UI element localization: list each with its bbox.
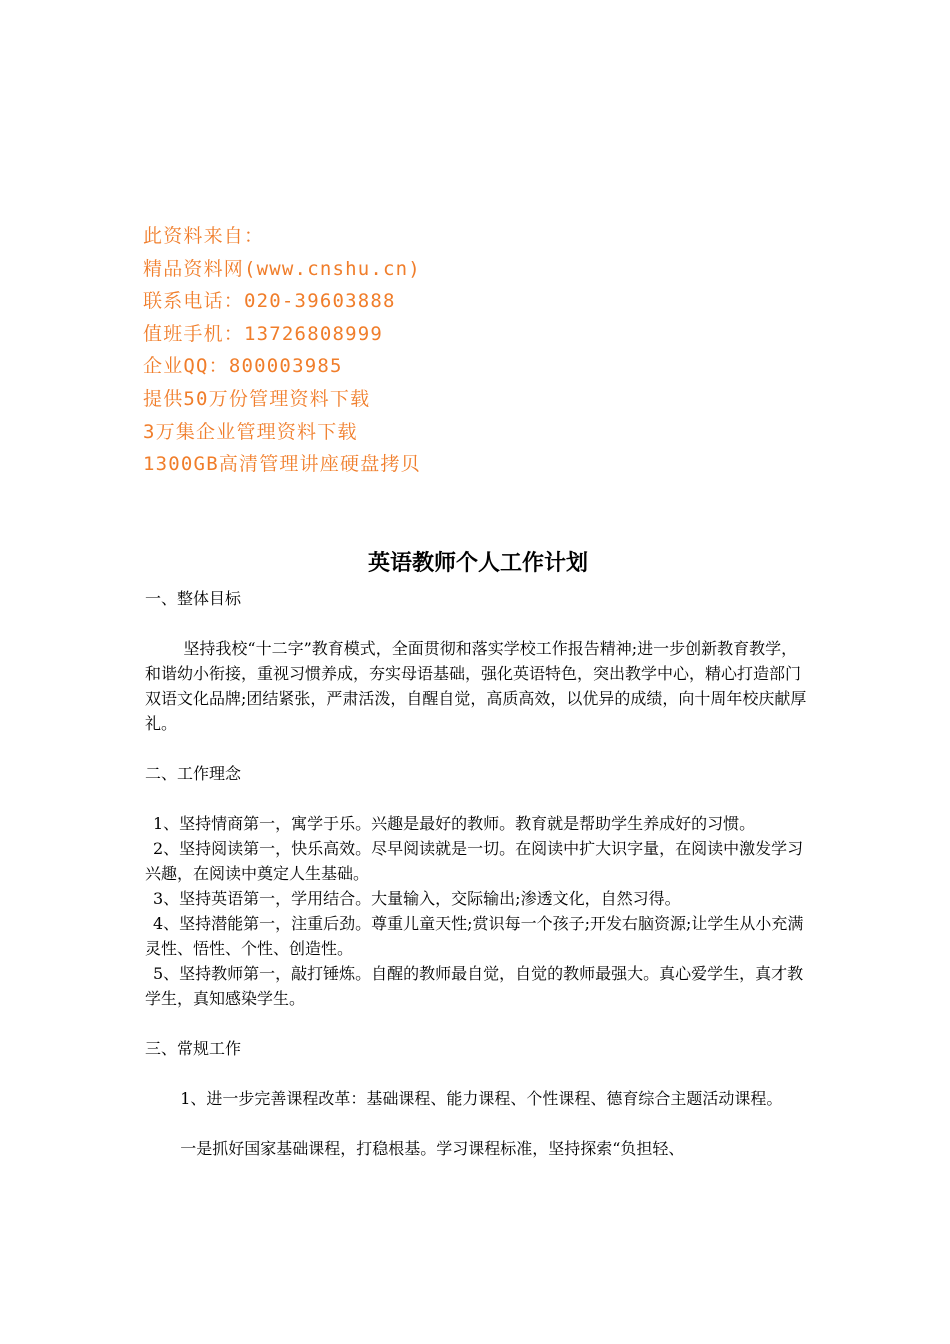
- philosophy-item: 4、坚持潜能第一，注重后劲。尊重儿童天性;赏识每一个孩子;开发右脑资源;让学生从小充满灵性、悟性、个性、创造性。: [145, 914, 804, 958]
- document-title: 英语教师个人工作计划: [367, 550, 588, 576]
- promo-website: 精品资料网(www.cnshu.cn): [143, 257, 421, 280]
- section-heading-routine: 三、常规工作: [145, 1039, 242, 1058]
- promo-phone: 联系电话：020-39603888: [143, 290, 396, 313]
- philosophy-item: 2、坚持阅读第一，快乐高效。尽早阅读就是一切。在阅读中扩大识字量，在阅读中激发学习兴趣，在阅读中奠定人生基础。: [145, 839, 804, 883]
- routine-paragraph: 一是抓好国家基础课程，打稳根基。学习课程标准，坚持探索“负担轻、: [180, 1139, 685, 1158]
- section-heading-philosophy: 二、工作理念: [145, 764, 242, 783]
- promo-source-label: 此资料来自：: [143, 225, 265, 247]
- philosophy-item: 3、坚持英语第一，学用结合。大量输入，交际输出;渗透文化，自然习得。: [153, 889, 681, 908]
- promo-block: [143, 220, 743, 481]
- promo-offer-1: 提供50万份管理资料下载: [143, 387, 371, 410]
- promo-offer-3: 1300GB高清管理讲座硬盘拷贝: [143, 453, 421, 476]
- promo-qq: 企业QQ：800003985: [143, 355, 343, 378]
- promo-mobile: 值班手机：13726808999: [143, 322, 384, 345]
- philosophy-item: 5、坚持教师第一，敲打锤炼。自醒的教师最自觉，自觉的教师最强大。真心爱学生，真才教学生，真知感染学生。: [145, 964, 804, 1008]
- promo-offer-2: 3万集企业管理资料下载: [143, 420, 358, 443]
- section-goals-body: 坚持我校“十二字”教育模式，全面贯彻和落实学校工作报告精神;进一步创新教育教学，和谐幼小衔接，重视习惯养成，夯实母语基础，强化英语特色，突出教学中心，精心打造部门双语文化品牌;团结紧张，严肃活泼，自醒自觉，高质高效，以优异的成绩，向十周年校庆献厚礼。: [145, 639, 807, 733]
- document-body: [145, 546, 810, 1161]
- routine-paragraph: 1、进一步完善课程改革：基础课程、能力课程、个性课程、德育综合主题活动课程。: [180, 1089, 783, 1108]
- philosophy-item: 1、坚持情商第一，寓学于乐。兴趣是最好的教师。教育就是帮助学生养成好的习惯。: [153, 814, 756, 833]
- section-heading-goals: 一、整体目标: [145, 589, 242, 608]
